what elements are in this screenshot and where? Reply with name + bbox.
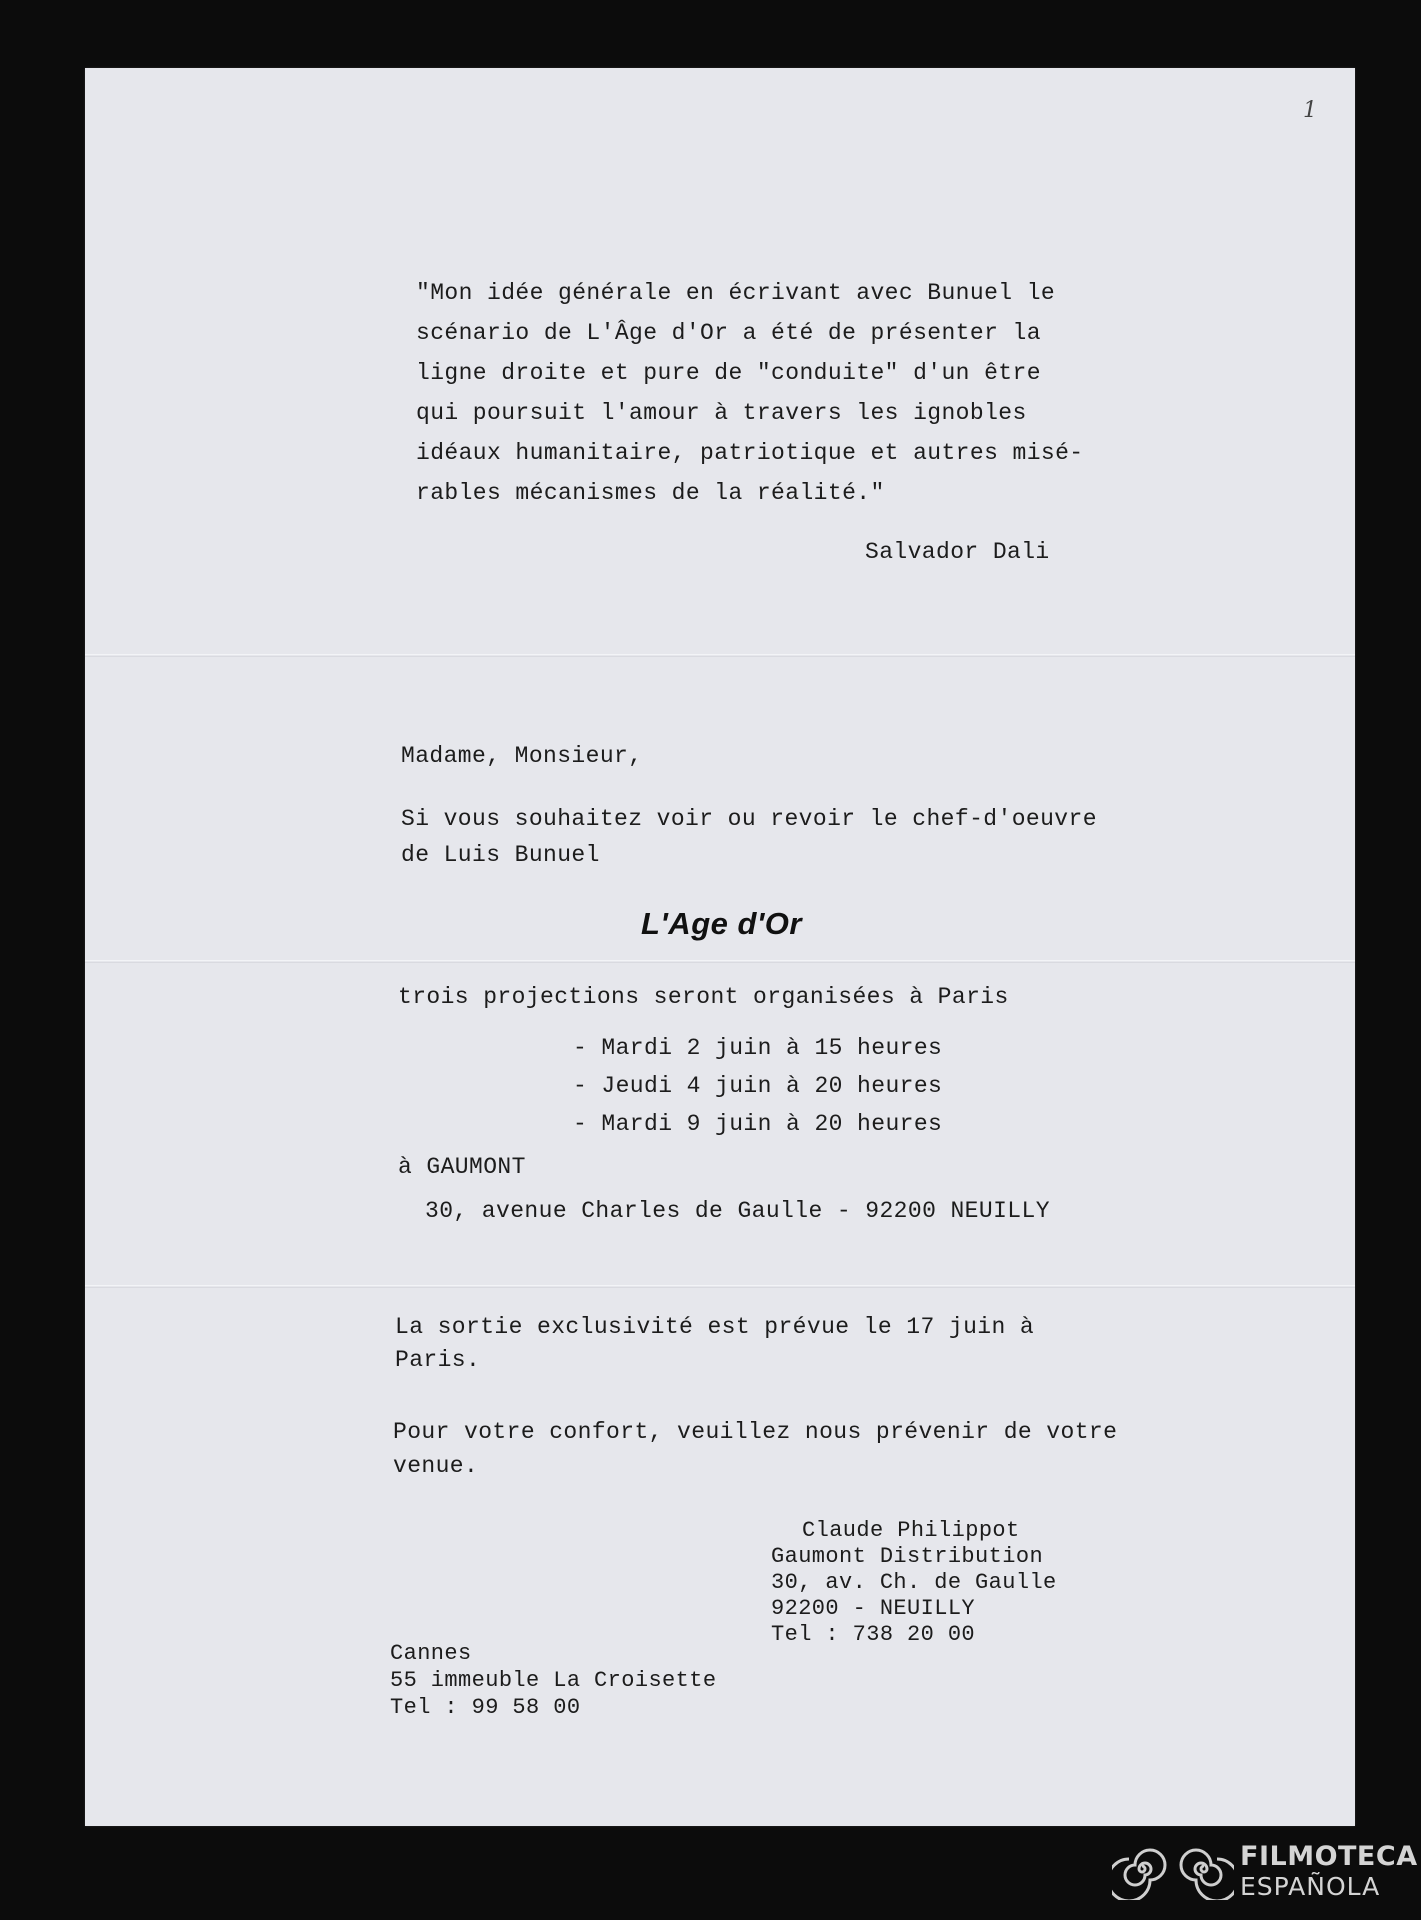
release-line: Paris. <box>395 1347 481 1373</box>
quote-line: idéaux humanitaire, patriotique et autres misé- <box>416 440 1084 466</box>
screenings-intro: trois projections seront organisées à Paris <box>398 984 1009 1010</box>
salutation: Madame, Monsieur, <box>401 743 643 769</box>
signature-line: Gaumont Distribution <box>771 1544 1044 1569</box>
logo-line1: FILMOTECA <box>1240 1841 1418 1872</box>
cannes-line: Tel : 99 58 00 <box>390 1695 581 1720</box>
comfort-line: venue. <box>393 1453 479 1479</box>
spiral-icon <box>1112 1838 1234 1900</box>
cannes-line: 55 immeuble La Croisette <box>390 1668 717 1693</box>
intro-line: de Luis Bunuel <box>401 842 600 868</box>
fold-line <box>85 654 1355 657</box>
logo-line2: ESPAÑOLA <box>1240 1872 1381 1901</box>
page-number: 1 <box>1303 98 1317 123</box>
comfort-line: Pour votre confort, veuillez nous prévenir de votre <box>393 1419 1118 1445</box>
cannes-line: Cannes <box>390 1641 472 1666</box>
quote-line: "Mon idée générale en écrivant avec Bunuel le <box>416 280 1056 306</box>
screening-item: - Jeudi 4 juin à 20 heures <box>573 1073 943 1099</box>
venue-address: 30, avenue Charles de Gaulle - 92200 NEUILLY <box>425 1198 1050 1224</box>
filmoteca-logo <box>1112 1838 1418 1908</box>
quote-line: scénario de L'Âge d'Or a été de présenter la <box>416 320 1041 346</box>
screening-item: - Mardi 2 juin à 15 heures <box>573 1035 943 1061</box>
quote-line: ligne droite et pure de "conduite" d'un être <box>416 360 1041 386</box>
quote-line: rables mécanismes de la réalité." <box>416 480 885 506</box>
release-line: La sortie exclusivité est prévue le 17 juin à <box>395 1314 1035 1340</box>
signature-line: 92200 - NEUILLY <box>771 1596 976 1621</box>
fold-line <box>85 1285 1355 1288</box>
intro-line: Si vous souhaitez voir ou revoir le chef-d'oeuvre <box>401 806 1097 832</box>
signature-line: 30, av. Ch. de Gaulle <box>771 1570 1057 1595</box>
screening-item: - Mardi 9 juin à 20 heures <box>573 1111 943 1137</box>
signature-line: Claude Philippot <box>802 1518 1020 1543</box>
quote-author: Salvador Dali <box>865 539 1050 565</box>
fold-line <box>85 960 1355 963</box>
venue: à GAUMONT <box>398 1154 526 1180</box>
film-title: L'Age d'Or <box>641 906 802 941</box>
quote-line: qui poursuit l'amour à travers les ignobles <box>416 400 1027 426</box>
signature-line: Tel : 738 20 00 <box>771 1622 976 1647</box>
letter-page <box>85 68 1355 1826</box>
